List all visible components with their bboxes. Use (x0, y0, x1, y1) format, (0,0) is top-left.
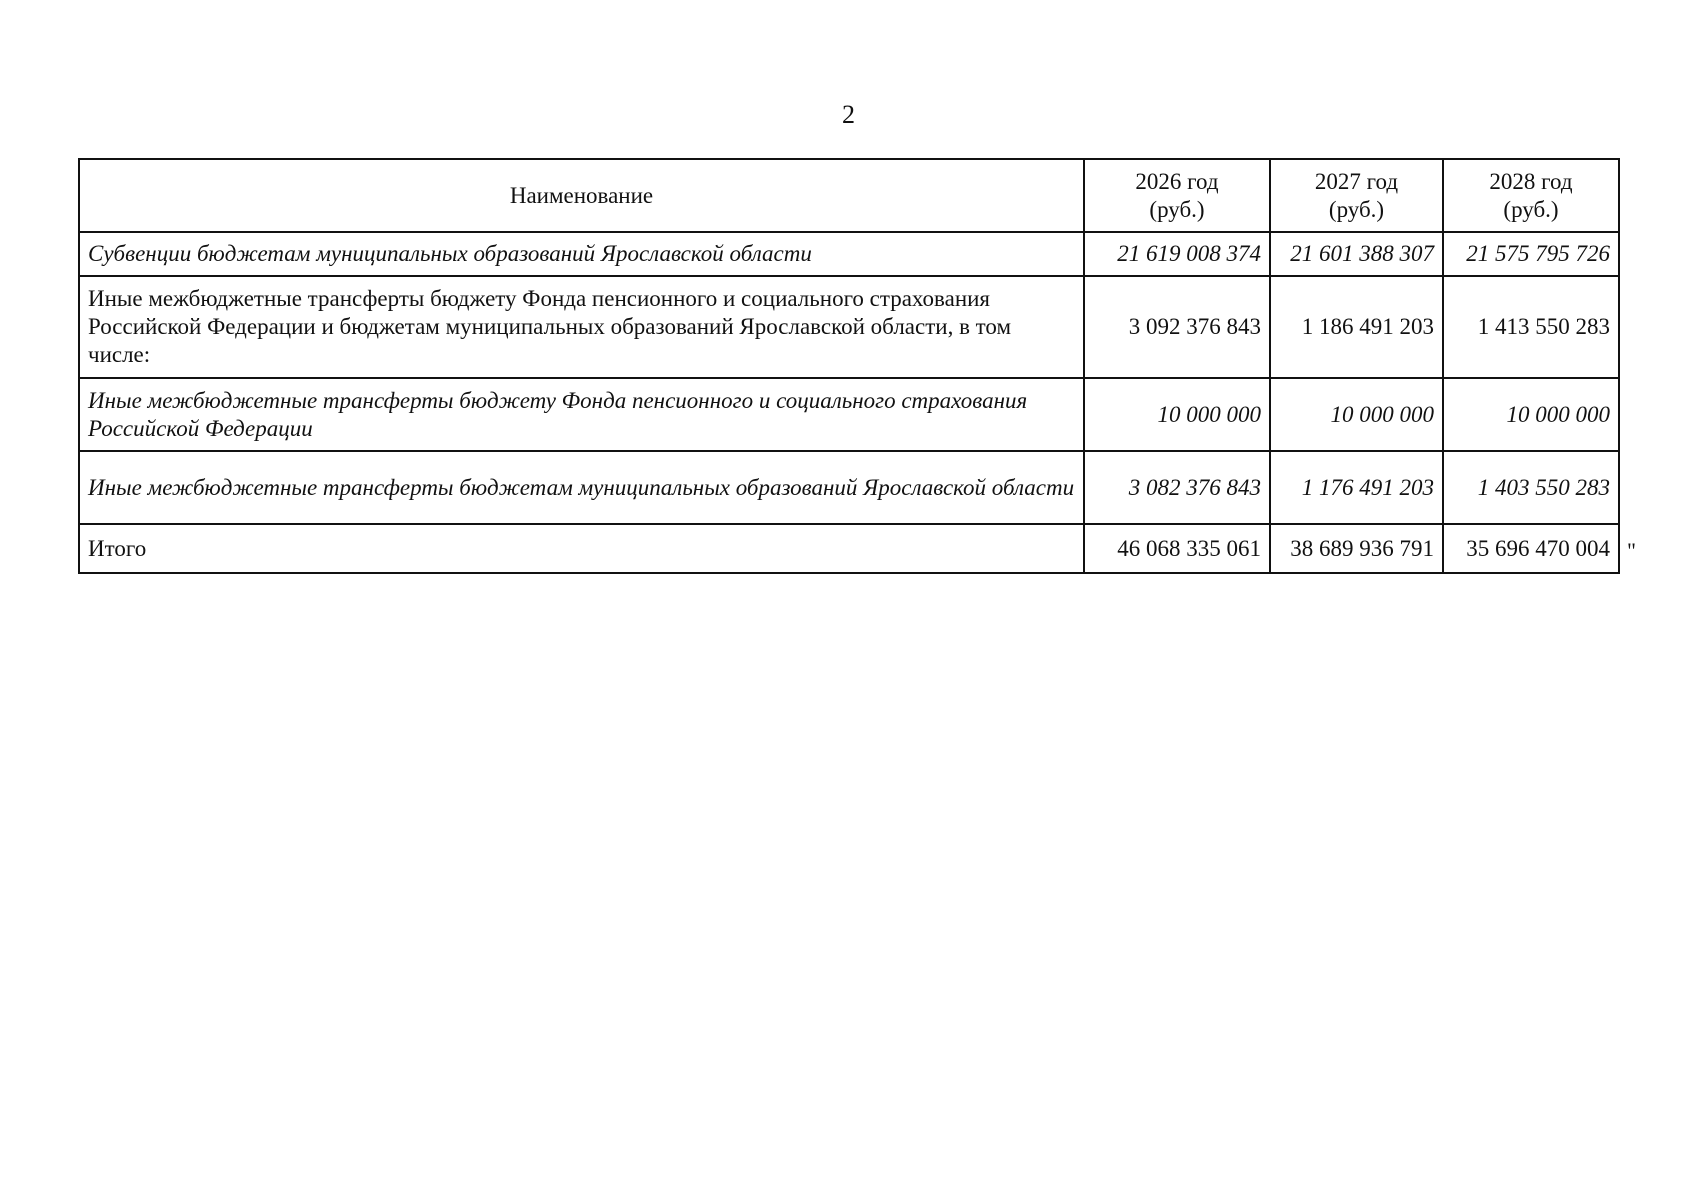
page-number: 2 (842, 100, 855, 129)
row-value-2028: 1 413 550 283 (1443, 276, 1619, 378)
row-value-2026: 3 082 376 843 (1084, 451, 1270, 524)
total-value-2028: 35 696 470 004 (1443, 524, 1619, 573)
row-name: Иные межбюджетные трансферты бюджету Фонда пенсионного и социального страхования Российской Федерации (79, 378, 1084, 451)
header-2027-unit: (руб.) (1328, 196, 1385, 222)
header-2028 (1443, 159, 1619, 232)
header-2027-year: 2027 год (1314, 168, 1399, 194)
total-value-2027: 38 689 936 791 (1270, 524, 1443, 573)
total-label: Итого (79, 524, 1084, 573)
total-value-2026: 46 068 335 061 (1084, 524, 1270, 573)
header-2026 (1084, 159, 1270, 232)
table-header-row (79, 159, 1619, 232)
closing-quote-mark: " (1627, 538, 1636, 563)
row-name: Иные межбюджетные трансферты бюджетам муниципальных образований Ярославской области (79, 451, 1084, 524)
row-value-2028: 10 000 000 (1443, 378, 1619, 451)
row-value-2026: 3 092 376 843 (1084, 276, 1270, 378)
row-value-2027: 21 601 388 307 (1270, 232, 1443, 276)
header-2026-year: 2026 год (1135, 168, 1219, 194)
header-2028-year: 2028 год (1489, 168, 1573, 194)
table-row (79, 232, 1619, 276)
budget-table (78, 158, 1620, 574)
row-value-2027: 1 176 491 203 (1270, 451, 1443, 524)
row-value-2026: 10 000 000 (1084, 378, 1270, 451)
total-row (79, 524, 1619, 573)
header-2026-unit: (руб.) (1149, 196, 1205, 222)
row-name: Иные межбюджетные трансферты бюджету Фонда пенсионного и социального страхования Российской Федерации и бюджетам муниципальных образований Ярославской области, в том числе: (79, 276, 1084, 378)
header-2028-unit: (руб.) (1503, 196, 1559, 222)
row-value-2027: 1 186 491 203 (1270, 276, 1443, 378)
row-name: Субвенции бюджетам муниципальных образований Ярославской области (79, 232, 1084, 276)
header-2027 (1270, 159, 1443, 232)
row-value-2026: 21 619 008 374 (1084, 232, 1270, 276)
row-value-2028: 21 575 795 726 (1443, 232, 1619, 276)
row-value-2028: 1 403 550 283 (1443, 451, 1619, 524)
header-name: Наименование (79, 159, 1084, 232)
table-row (79, 276, 1619, 378)
table-row (79, 451, 1619, 524)
table-row (79, 378, 1619, 451)
row-value-2027: 10 000 000 (1270, 378, 1443, 451)
